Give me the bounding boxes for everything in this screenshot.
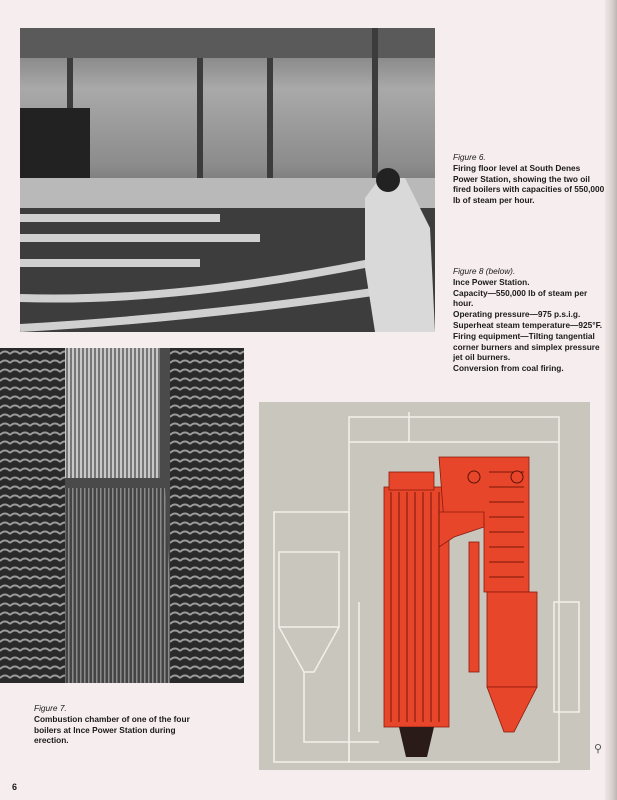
figure-6-caption [453, 152, 605, 206]
printer-mark-icon: ⚲ [594, 743, 603, 755]
figure-6-photo-firing-floor [20, 28, 435, 332]
figure-8-line: Operating pressure—975 p.s.i.g. [453, 309, 581, 320]
figure-8-line: Firing equipment—Tilting tangential corner burners and simplex pressure jet oil burners. [453, 330, 600, 363]
figure-7-caption [34, 703, 209, 746]
figure-8-line: Capacity—550,000 lb of steam per hour. [453, 287, 588, 309]
figure-8-line: Ince Power Station. [453, 276, 530, 287]
figure-6-text: Firing floor level at South Denes Power Station, showing the two oil fired boilers with capacities of 550,000 lb of steam per hour. [453, 162, 605, 206]
figure-8-boiler-diagram [259, 402, 590, 770]
figure-8-line: Conversion from coal firing. [453, 363, 564, 374]
figure-6-label: Figure 6. [453, 152, 486, 162]
figure-7-photo-combustion-chamber [0, 348, 244, 683]
figure-8-line: Superheat steam temperature—925°F. [453, 319, 603, 330]
page-number: 6 [12, 782, 18, 792]
figure-7-text: Combustion chamber of one of the four boilers at Ince Power Station during erection. [34, 713, 190, 746]
page-binding-edge [605, 0, 617, 800]
figure-8-caption [453, 266, 605, 374]
figure-7-label: Figure 7. [34, 703, 67, 713]
firing-floor-illustration [20, 28, 435, 332]
boiler-cross-section-diagram [259, 402, 590, 770]
combustion-chamber-illustration [0, 348, 244, 683]
figure-8-label: Figure 8 (below). [453, 266, 516, 276]
